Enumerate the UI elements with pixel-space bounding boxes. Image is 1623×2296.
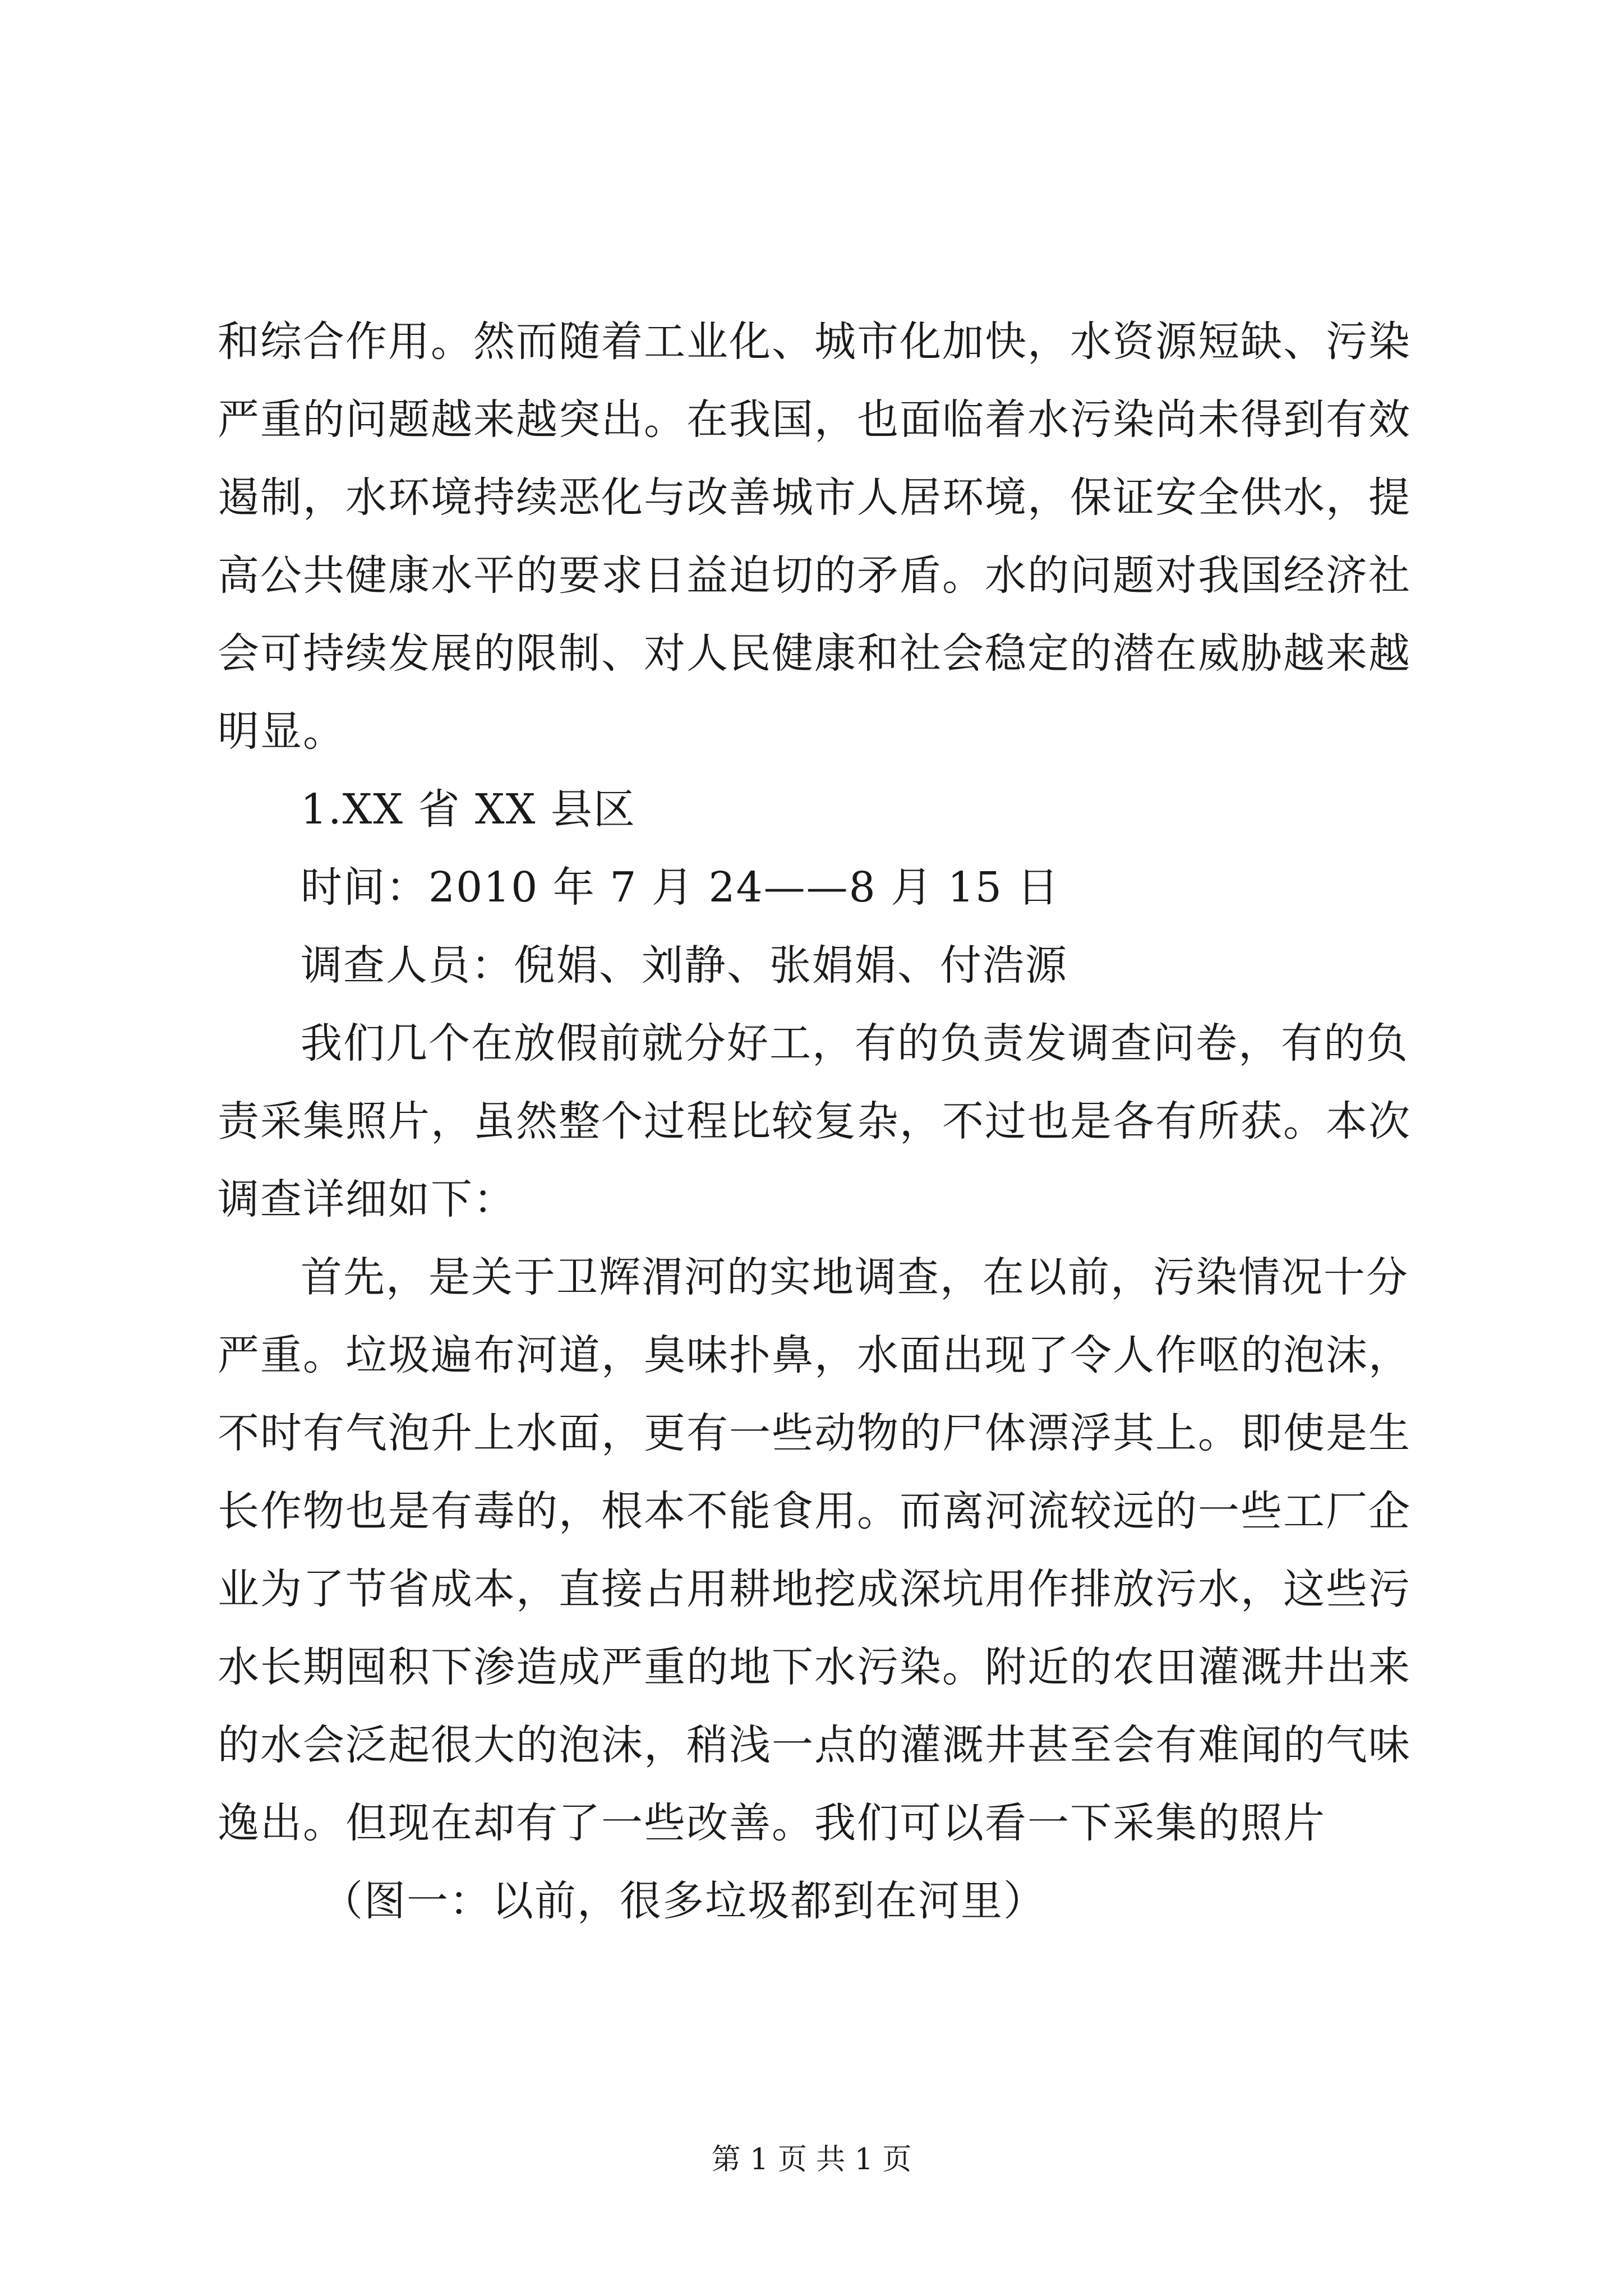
paragraph-line: 高公共健康水平的要求日益迫切的矛盾。水的问题对我国经济社 bbox=[218, 551, 1411, 600]
paragraph-line: 首先，是关于卫辉渭河的实地调查，在以前，污染情况十分 bbox=[301, 1253, 1409, 1301]
document-body bbox=[218, 303, 1423, 1940]
paragraph-line: 业为了节省成本，直接占用耕地挖成深坑用作排放污水，这些污 bbox=[218, 1565, 1411, 1613]
paragraph-line: 我们几个在放假前就分好工，有的负责发调查问卷，有的负 bbox=[301, 1019, 1409, 1068]
paragraph-line: 水长期囤积下渗造成严重的地下水污染。附近的农田灌溉井出来 bbox=[218, 1643, 1411, 1691]
figure-caption: （图一：以前，很多垃圾都到在河里） bbox=[321, 1877, 1046, 1925]
paragraph-line: 的水会泛起很大的泡沫，稍浅一点的灌溉井甚至会有难闻的气味 bbox=[218, 1721, 1411, 1769]
paragraph-line: 和综合作用。然而随着工业化、城市化加快，水资源短缺、污染 bbox=[218, 318, 1411, 366]
section-heading: 1.XX 省 XX 县区 bbox=[301, 785, 636, 834]
paragraph-line: 责采集照片，虽然整个过程比较复杂，不过也是各有所获。本次 bbox=[218, 1097, 1411, 1145]
paragraph-line: 遏制，水环境持续恶化与改善城市人居环境，保证安全供水，提 bbox=[218, 473, 1411, 522]
paragraph-line: 不时有气泡升上水面，更有一些动物的尸体漂浮其上。即使是生 bbox=[218, 1409, 1411, 1457]
paragraph-line: 严重的问题越来越突出。在我国，也面临着水污染尚未得到有效 bbox=[218, 395, 1411, 444]
paragraph-line: 会可持续发展的限制、对人民健康和社会稳定的潜在威胁越来越 bbox=[218, 629, 1411, 678]
page-footer: 第 1 页 共 1 页 bbox=[711, 2143, 912, 2177]
survey-time: 时间：2010 年 7 月 24——8 月 15 日 bbox=[301, 863, 1060, 912]
paragraph-line: 严重。垃圾遍布河道，臭味扑鼻，水面出现了令人作呕的泡沫， bbox=[218, 1331, 1411, 1379]
paragraph-line: 逸出。但现在却有了一些改善。我们可以看一下采集的照片 bbox=[218, 1799, 1326, 1847]
survey-members: 调查人员：倪娟、刘静、张娟娟、付浩源 bbox=[301, 941, 1068, 990]
paragraph-line: 调查详细如下： bbox=[218, 1175, 516, 1223]
paragraph-line: 长作物也是有毒的，根本不能食用。而离河流较远的一些工厂企 bbox=[218, 1487, 1411, 1535]
paragraph-line: 明显。 bbox=[218, 707, 345, 756]
